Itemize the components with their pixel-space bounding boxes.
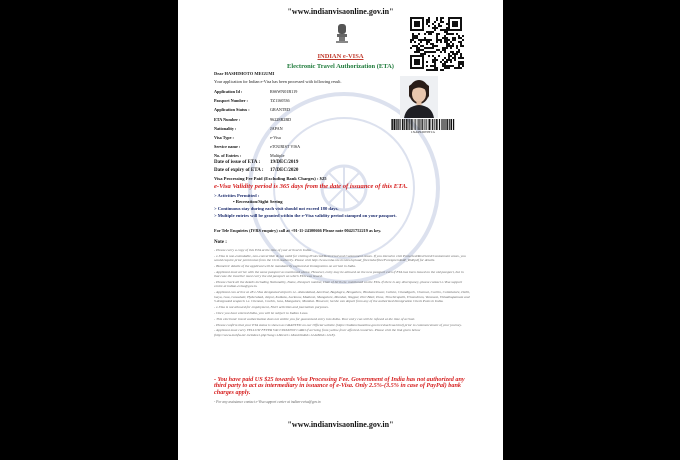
eta-date-row [214, 160, 298, 168]
detail-row [214, 107, 300, 116]
detail-row [214, 117, 300, 126]
detail-label: Application Id : [214, 89, 243, 94]
detail-label: Visa Type : [214, 134, 234, 140]
detail-label: Application Status : [214, 107, 250, 113]
note-item: - Please check all the details including Nationality, Name, Passport number, Date of birth etc. mentioned on the ETA. If there is any discrepancy, please contact e-Visa support centre at indian-evisa@gov.in. [214, 280, 463, 289]
detail-value: TZ1160536 [270, 98, 290, 104]
note-item: - e-Visa is non-extendable, non-convertible & not valid for visiting Protected/Restricted and Cantonment Areas. If you intend to visit Protected/Restricted/Cantonment areas, you would require prior permission from the Civil Authority. Please visit http://www.mha.nic.in/sites/upload_files/mha/files/ForeignersRAP_PAP.pdf for details. [214, 253, 466, 263]
note-item: - Applicant must carry YELLOW FEVER VACCINATION CARD if arriving from yellow fever affected countries. Please visit the link given below (http://www.mohfw.nic.in/index1.php?lang=1&level=1&sublinkid=1242&lid=1218). [214, 328, 421, 337]
document-title: INDIAN e-VISA [317, 53, 364, 60]
note-item: - This electronic travel authorization does not entitle you for guaranteed entry into India. Your entry can still be refused at the time of arrival. [214, 316, 416, 321]
activities-heading: > Activities Permitted : [214, 193, 260, 198]
eta-date-label: Date of expiry of ETA : [214, 168, 264, 173]
header-url: "www.indianvisaonline.gov.in" [287, 7, 394, 16]
note-item: - Once you have entered India, you will be subject to Indian Laws. [214, 310, 309, 315]
detail-value: 96228R2BD [270, 116, 292, 122]
eta-date-label: Date of issue of ETA : [214, 160, 261, 165]
detail-row [214, 89, 300, 98]
intermediary-warning: - You have paid US $25 towards Visa Processing Fee. Government of India has not authorized any third party to act as intermediary in issuance of e-Visa. Only 2.5%-(3.5% in case of PayPal) bank charges apply. [214, 376, 465, 396]
detail-value: e-Visa [270, 134, 281, 140]
detail-value: RS6WN01B119 [270, 89, 298, 94]
eta-dates [214, 160, 298, 176]
stay-rule: > Continuous stay during each visit should not exceed 180 days. [214, 206, 339, 211]
processing-fee: Visa Processing Fee Paid (Excluding Bank Charges) : $25 [214, 176, 327, 181]
detail-label: Passport Number : [214, 98, 248, 104]
eta-date-row [214, 168, 298, 176]
support-contact-note: - For any assistance contact e-Visa support center at indian-evisa@gov.in [214, 400, 321, 404]
note-item: - Biometric details of the applicant will be mandatorily captured at Immigration on arrival in India. [214, 264, 356, 269]
notes-list [214, 248, 470, 339]
document-subtitle: Electronic Travel Authorization (ETA) [287, 63, 394, 70]
detail-row [214, 126, 300, 135]
note-item: - Applicant must arrive with the same passport as mentioned above. However, entry may be allowed on the new passport even if ETA has been issued on the old passport, but in that case the traveller must carry the old passport on which ETA was issued. [214, 269, 464, 279]
notes-heading: Note : [214, 240, 227, 245]
footer-url: "www.indianvisaonline.gov.in" [287, 420, 394, 429]
detail-row [214, 135, 300, 144]
applicant-photo [400, 76, 438, 118]
detail-row [214, 98, 300, 107]
note-item: - Please confirm that your ETA status is shown as GRANTED on our Official website (https://indianvisaonline.gov.in/evisa/tvoa.html) prior to commencement of your journey. [214, 322, 462, 327]
eta-date-value: 19/DEC/2019 [270, 160, 299, 165]
barcode [390, 119, 456, 130]
application-details [214, 89, 300, 163]
eta-document [178, 0, 503, 460]
note-item: - Applicant can arrive at 28 e-Visa designated airports i.e. Ahmedabad, Amritsar, Bagdogra, Bengaluru, Bhubaneshwar, Calicut, Chandigarh, Chennai, Cochin, Coimbatore, Delhi, Gaya, Goa, Guwahati, Hyderabad, Jaipur, Kolkata, Lucknow, Madurai, Mangalore, Mumbai, Nagpur, Port Blair, Pune, Tiruchirapalli, Trivandrum, Varanasi, Vishakhapatnam and 5 designated seaports i.e. Chennai, Cochin, Goa, Mangalore, Mumbai. However, he/she can depart from any of the authorized Immigration Check Posts in India. [214, 290, 470, 303]
activity-item: • Recreation/Sight Seeing [233, 199, 283, 204]
detail-value: GRANTED [270, 107, 291, 113]
entries-rule: > Multiple entries will be granted within the e-Visa validity period stamped on your passport. [214, 213, 397, 218]
validity-period: e-Visa Validity period is 365 days from the date of issuance of this ETA. [214, 183, 408, 190]
detail-row [214, 144, 300, 153]
detail-value: eTOURIST VISA [270, 144, 301, 150]
detail-label: No. of Entries : [214, 153, 242, 159]
detail-label: Nationality : [214, 125, 237, 131]
barcode-number: 1XA9S26T0T1G [410, 130, 436, 134]
detail-label: Service name : [214, 144, 241, 150]
telephone-enquiry: For Tele Enquiries (IVRS enquiry) call at +91-11-24300666 Please note 00421752219 as key. [214, 228, 382, 233]
detail-value: JAPAN [270, 125, 283, 131]
detail-value: Multiple [270, 153, 285, 159]
note-item: - e-Visa is not allowed for employment, NGO activities and journalism purposes. [214, 304, 329, 309]
detail-label: ETA Number : [214, 116, 241, 122]
national-emblem-icon [335, 22, 349, 44]
salutation: Dear HASHIMOTO MEGUMI [214, 71, 275, 76]
note-item: - Please carry a copy of this ETA at the time of your arrival in India. [214, 248, 312, 252]
eta-date-value: 17/DEC/2020 [270, 168, 299, 173]
intro-text: Your application for Indian e-Visa has been processed with following result. [214, 79, 342, 84]
